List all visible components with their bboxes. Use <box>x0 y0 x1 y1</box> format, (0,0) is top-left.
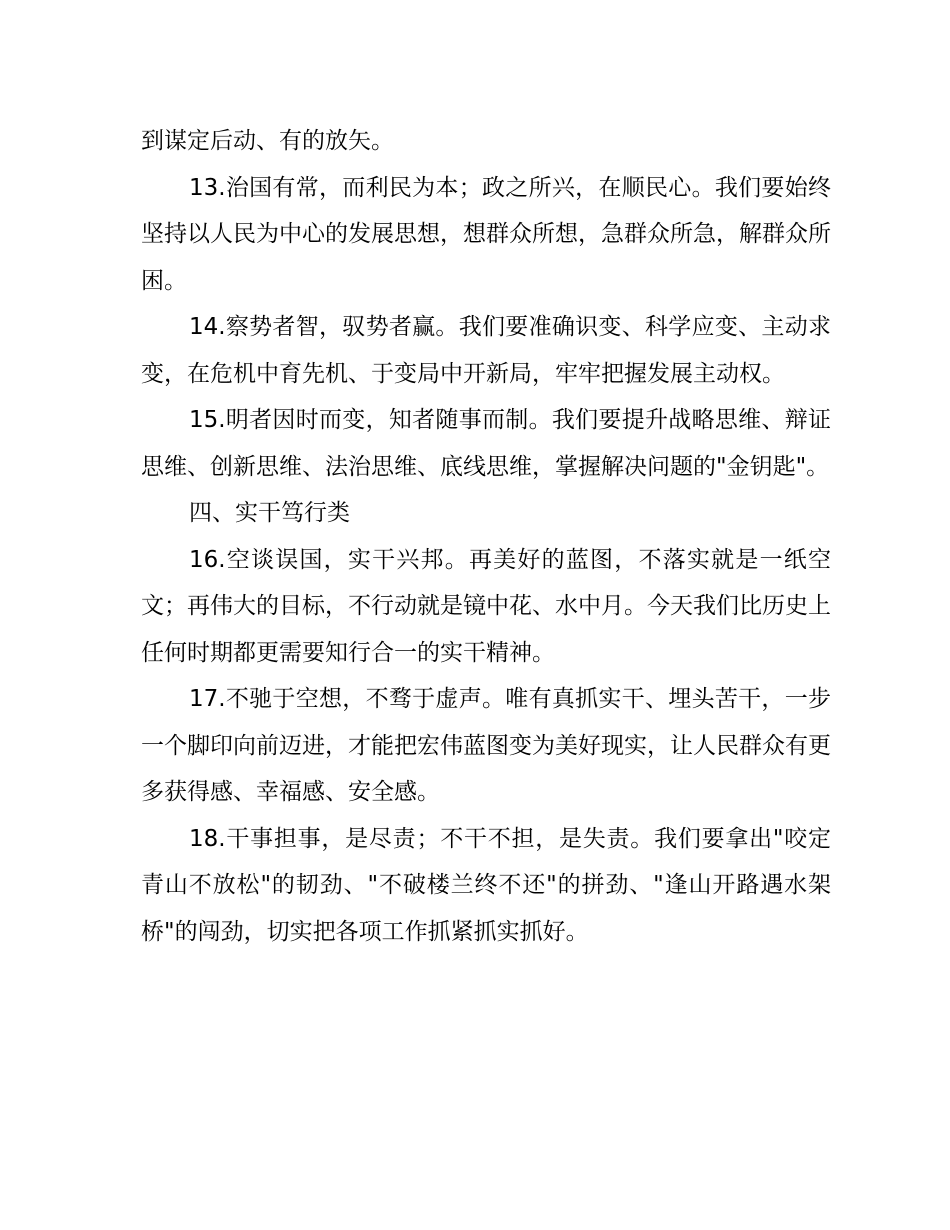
paragraph-14: 14.察势者智，驭势者赢。我们要准确识变、科学应变、主动求变，在危机中育先机、于变局中开新局，牢牢把握发展主动权。 <box>141 314 831 387</box>
section-heading: 四、实干笃行类 <box>189 500 350 526</box>
paragraph-13: 13.治国有常，而利民为本；政之所兴，在顺民心。我们要始终坚持以人民为中心的发展思想，想群众所想，急群众所急，解群众所困。 <box>141 174 831 294</box>
document-body <box>141 118 831 955</box>
paragraph-continuation: 到谋定后动、有的放矢。 <box>141 128 394 154</box>
paragraph-16: 16.空谈误国，实干兴邦。再美好的蓝图，不落实就是一纸空文；再伟大的目标，不行动就是镜中花、水中月。今天我们比历史上任何时期都更需要知行合一的实干精神。 <box>141 546 831 666</box>
paragraph-15: 15.明者因时而变，知者随事而制。我们要提升战略思维、辩证思维、创新思维、法治思维、底线思维，掌握解决问题的"金钥匙"。 <box>141 407 831 480</box>
paragraph-18: 18.干事担事，是尽责；不干不担，是失责。我们要拿出"咬定青山不放松"的韧劲、"不破楼兰终不还"的拼劲、"逢山开路遇水架桥"的闯劲，切实把各项工作抓紧抓实抓好。 <box>141 825 831 945</box>
paragraph-17: 17.不驰于空想，不骛于虚声。唯有真抓实干、埋头苦干，一步一个脚印向前迈进，才能把宏伟蓝图变为美好现实，让人民群众有更多获得感、幸福感、安全感。 <box>141 686 831 805</box>
